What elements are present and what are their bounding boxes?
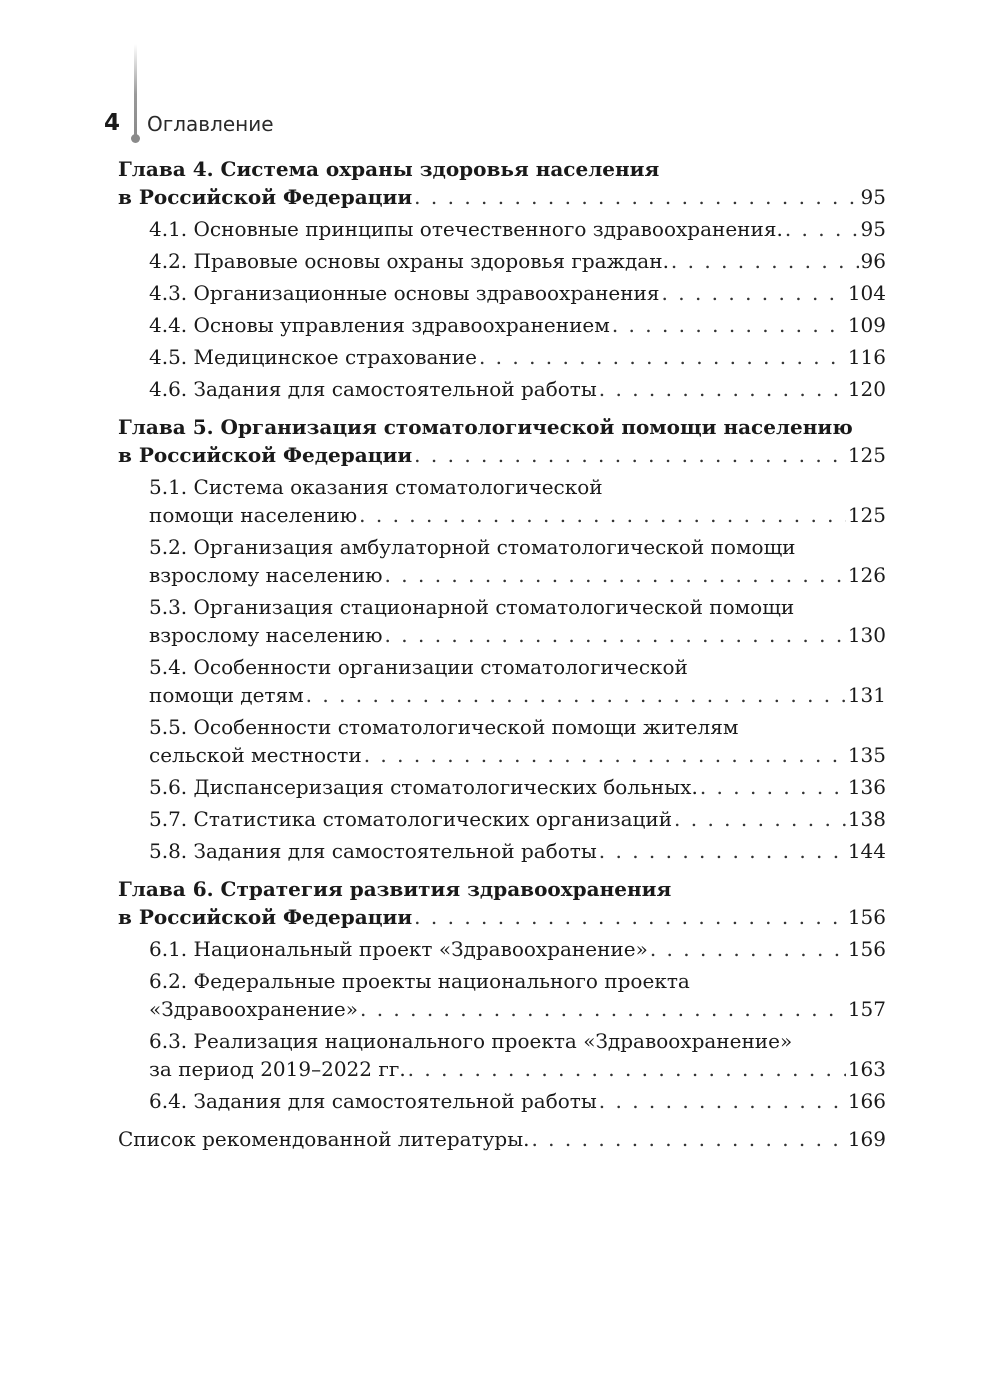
section-page-number: 144 — [847, 839, 886, 863]
dot-leader — [414, 903, 846, 931]
header-rule — [134, 44, 137, 136]
section-page-number: 136 — [847, 775, 886, 799]
section-line — [149, 837, 886, 865]
section-title: 5.3. Организация стационарной стоматологической помощи — [149, 595, 795, 619]
toc-section-entry[interactable] — [118, 533, 886, 589]
section-page-number: 120 — [847, 377, 886, 401]
toc-section-entry[interactable] — [118, 1087, 886, 1115]
section-title-text: помощи детям — [149, 683, 304, 707]
section-title-text: 5.8. Задания для самостоятельной работы — [149, 839, 597, 863]
section-title-text: 5.7. Статистика стоматологических организаций — [149, 807, 673, 831]
section-page-number: 135 — [847, 743, 886, 767]
chapter-title-continuation: в Российской Федерации — [118, 185, 413, 209]
dot-leader — [408, 1055, 846, 1083]
toc-section-entry[interactable] — [118, 375, 886, 403]
section-title-text: 4.5. Медицинское страхование — [149, 345, 477, 369]
chapter-page-number: 156 — [847, 905, 886, 929]
section-page-number: 156 — [847, 937, 886, 961]
section-title-text: 6.1. Национальный проект «Здравоохранение» — [149, 937, 648, 961]
toc-section-entry[interactable] — [118, 343, 886, 371]
section-line — [149, 805, 886, 833]
toc-section-entry[interactable] — [118, 713, 886, 769]
section-page-number: 96 — [860, 249, 886, 273]
toc-section-entry[interactable] — [118, 473, 886, 529]
section-title-text: 5.6. Диспансеризация стоматологических больных. — [149, 775, 698, 799]
chapter-title-line[interactable] — [118, 441, 886, 469]
section-title: 6.3. Реализация национального проекта «Здравоохранение» — [149, 1029, 793, 1053]
page-number: 4 — [104, 110, 121, 136]
section-line — [149, 247, 886, 275]
section-page-number: 109 — [847, 313, 886, 337]
section-line — [149, 375, 886, 403]
section-title-text: 4.1. Основные принципы отечественного здравоохранения. — [149, 217, 783, 241]
section-line — [149, 935, 886, 963]
dot-leader — [785, 215, 859, 243]
dot-leader — [674, 805, 846, 833]
chapter-title[interactable]: Глава 4. Система охраны здоровья населения — [118, 157, 660, 181]
toc-section-entry[interactable] — [118, 805, 886, 833]
dot-leader — [599, 1087, 846, 1115]
section-title: 6.2. Федеральные проекты национального проекта — [149, 969, 690, 993]
section-line — [149, 311, 886, 339]
section-line — [149, 343, 886, 371]
section-page-number: 125 — [847, 503, 886, 527]
section-line — [149, 279, 886, 307]
section-line — [149, 1087, 886, 1115]
section-title-text: взрослому населению — [149, 563, 383, 587]
section-page-number: 166 — [847, 1089, 886, 1113]
chapter-title[interactable]: Глава 5. Организация стоматологической помощи населению — [118, 415, 853, 439]
section-title-text: 4.4. Основы управления здравоохранением — [149, 313, 610, 337]
bibliography-title: Список рекомендованной литературы. — [118, 1127, 530, 1151]
section-title: 5.1. Система оказания стоматологической — [149, 475, 603, 499]
section-title-text: «Здравоохранение» — [149, 997, 358, 1021]
section-line — [149, 741, 886, 769]
toc-section-entry[interactable] — [118, 215, 886, 243]
section-page-number: 131 — [847, 683, 886, 707]
section-page-number: 163 — [847, 1057, 886, 1081]
section-title-text: 4.6. Задания для самостоятельной работы — [149, 377, 597, 401]
running-title: Оглавление — [147, 112, 274, 136]
section-line — [149, 773, 886, 801]
toc-section-entry[interactable] — [118, 593, 886, 649]
toc-section-entry[interactable] — [118, 311, 886, 339]
dot-leader — [671, 247, 859, 275]
toc-section-entry[interactable] — [118, 773, 886, 801]
dot-leader — [700, 773, 846, 801]
section-title-text: 6.4. Задания для самостоятельной работы — [149, 1089, 597, 1113]
toc-section-entry[interactable] — [118, 279, 886, 307]
chapter-page-number: 95 — [860, 185, 886, 209]
section-page-number: 126 — [847, 563, 886, 587]
section-title-text: сельской местности — [149, 743, 362, 767]
chapter-title[interactable]: Глава 6. Стратегия развития здравоохранения — [118, 877, 672, 901]
dot-leader — [306, 681, 846, 709]
dot-leader — [364, 741, 846, 769]
bibliography-page-number: 169 — [847, 1127, 886, 1151]
section-title-text: за период 2019–2022 гг. — [149, 1057, 406, 1081]
section-title-text: взрослому населению — [149, 623, 383, 647]
chapter-page-number: 125 — [847, 443, 886, 467]
dot-leader — [662, 279, 846, 307]
chapter-title-line[interactable] — [118, 183, 886, 211]
chapter-title-continuation: в Российской Федерации — [118, 443, 413, 467]
dot-leader — [612, 311, 846, 339]
section-line — [149, 621, 886, 649]
toc-section-entry[interactable] — [118, 1027, 886, 1083]
toc-section-entry[interactable] — [118, 967, 886, 1023]
dot-leader — [360, 995, 846, 1023]
section-line — [149, 995, 886, 1023]
dot-leader — [599, 837, 846, 865]
dot-leader — [599, 375, 846, 403]
section-title-text: 4.2. Правовые основы охраны здоровья граждан. — [149, 249, 669, 273]
section-title: 5.5. Особенности стоматологической помощи жителям — [149, 715, 739, 739]
section-page-number: 104 — [847, 281, 886, 305]
dot-leader — [359, 501, 846, 529]
toc-chapter — [118, 413, 886, 865]
table-of-contents — [118, 155, 886, 1153]
section-page-number: 130 — [847, 623, 886, 647]
dot-leader — [385, 561, 846, 589]
section-page-number: 95 — [860, 217, 886, 241]
dot-leader — [385, 621, 846, 649]
dot-leader — [414, 441, 846, 469]
toc-bibliography-entry[interactable] — [118, 1125, 886, 1153]
section-title-text: помощи населению — [149, 503, 358, 527]
dot-leader — [479, 343, 846, 371]
chapter-title-continuation: в Российской Федерации — [118, 905, 413, 929]
section-line — [149, 681, 886, 709]
section-title: 5.2. Организация амбулаторной стоматологической помощи — [149, 535, 796, 559]
section-title-text: 4.3. Организационные основы здравоохранения — [149, 281, 660, 305]
section-page-number: 138 — [847, 807, 886, 831]
toc-section-entry[interactable] — [118, 653, 886, 709]
section-line — [149, 1055, 886, 1083]
toc-chapter — [118, 155, 886, 403]
dot-leader — [531, 1125, 845, 1153]
toc-section-entry[interactable] — [118, 935, 886, 963]
chapter-title-line[interactable] — [118, 903, 886, 931]
toc-section-entry[interactable] — [118, 837, 886, 865]
toc-section-entry[interactable] — [118, 247, 886, 275]
section-line — [149, 561, 886, 589]
header-rule-dot — [131, 134, 140, 143]
toc-chapter — [118, 875, 886, 1115]
section-page-number: 116 — [847, 345, 886, 369]
section-line — [149, 215, 886, 243]
section-title: 5.4. Особенности организации стоматологической — [149, 655, 688, 679]
section-page-number: 157 — [847, 997, 886, 1021]
dot-leader — [414, 183, 858, 211]
section-line — [149, 501, 886, 529]
dot-leader — [650, 935, 846, 963]
